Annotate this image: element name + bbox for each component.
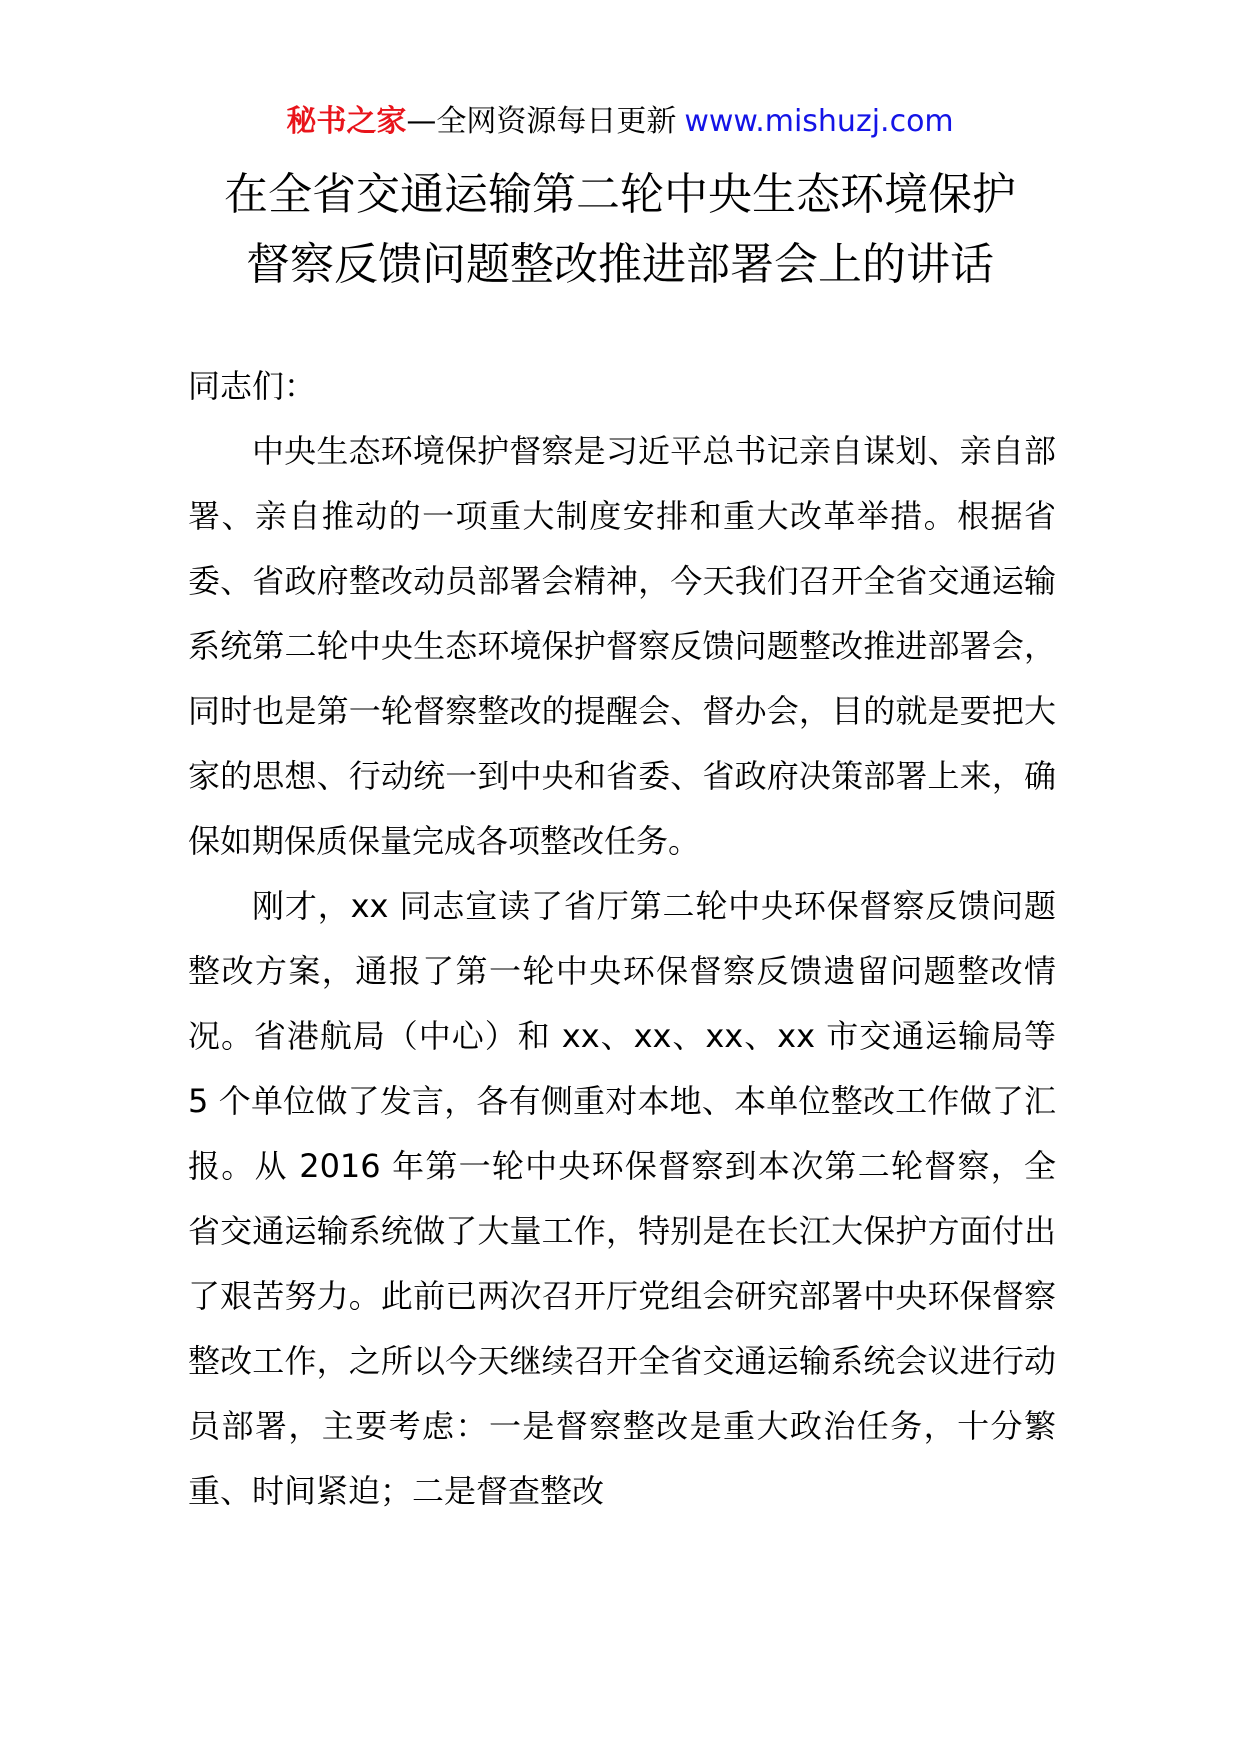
title-line-2: 督察反馈问题整改推进部署会上的讲话 bbox=[246, 239, 994, 290]
header-tagline: —全网资源每日更新 bbox=[406, 104, 677, 139]
site-header bbox=[0, 100, 1240, 144]
body-paragraph-1: 中央生态环境保护督察是习近平总书记亲自谋划、亲自部署、亲自推动的一项重大制度安排和重大改革举措。根据省委、省政府整改动员部署会精神，今天我们召开全省交通运输系统第二轮中央生态环境保护督察反馈问题整改推进部署会，同时也是第一轮督察整改的提醒会、督办会，目的就是要把大家的思想、行动统一到中央和省委、省政府决策部署上来，确保如期保质保量完成各项整改任务。 bbox=[188, 432, 1056, 860]
brand-name: 秘书之家 bbox=[286, 104, 407, 139]
site-url-link[interactable]: www.mishuzj.com bbox=[684, 104, 954, 139]
document-body bbox=[188, 354, 1056, 1524]
salutation: 同志们： bbox=[188, 367, 317, 405]
body-paragraph-2: 刚才，xx 同志宣读了省厅第二轮中央环保督察反馈问题整改方案，通报了第一轮中央环保督察反馈遗留问题整改情况。省港航局（中心）和 xx、xx、xx、xx 市交通运输局等 5 个单位做了发言，各有侧重对本地、本单位整改工作做了汇报。从 2016 年第一轮中央环保督察到本次第二轮督察，全省交通运输系统做了大量工作，特别是在长江大保护方面付出了艰苦努力。此前已两次召开厅党组会研究部署中央环保督察整改工作，之所以今天继续召开全省交通运输系统会议进行动员部署，主要考虑：一是督察整改是重大政治任务，十分繁重、时间紧迫；二是督查整改 bbox=[188, 887, 1056, 1510]
document-title bbox=[0, 160, 1240, 300]
title-line-1: 在全省交通运输第二轮中央生态环境保护 bbox=[224, 169, 1016, 220]
